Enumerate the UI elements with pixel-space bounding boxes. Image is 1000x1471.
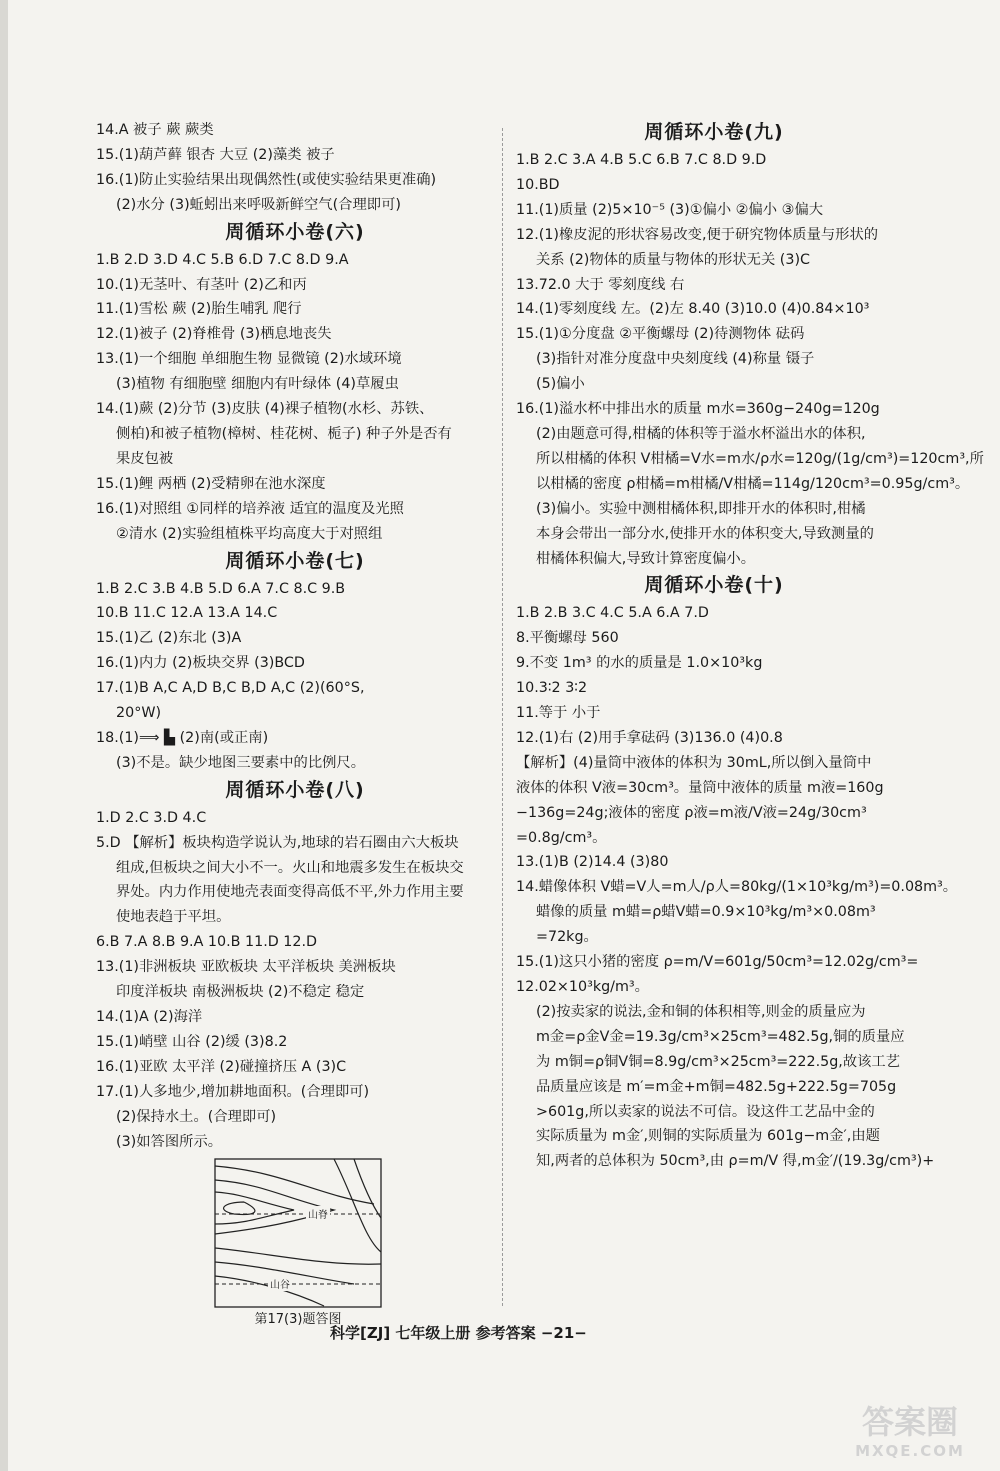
answer-line: 所以柑橘的体积 V柑橘=V水=m水/ρ水=120g/(1g/cm³)=120cm³,所 — [536, 450, 984, 467]
answer-line: 15.(1)乙 (2)东北 (3)A — [96, 630, 242, 647]
answer-line: 16.(1)亚欧 太平洋 (2)碰撞挤压 A (3)C — [96, 1058, 347, 1075]
answer-line: (3)指针对准分度盘中央刻度线 (4)称量 镊子 — [536, 351, 815, 368]
answer-line: 界处。内力作用使地壳表面变得高低不平,外力作用主要 — [116, 884, 464, 901]
answer-line: 15.(1)峭壁 山谷 (2)缓 (3)8.2 — [96, 1033, 288, 1050]
section-title: 周循环小卷(九) — [644, 121, 784, 143]
answer-line: 知,两者的总体积为 50cm³,由 ρ=m/V 得,m金′/(19.3g/cm³)+ — [536, 1153, 935, 1170]
answer-line: 1.D 2.C 3.D 4.C — [96, 809, 207, 826]
answer-line: 1.B 2.C 3.B 4.B 5.D 6.A 7.C 8.C 9.B — [96, 580, 346, 597]
answer-line: 16.(1)溢水杯中排出水的质量 m水=360g−240g=120g — [516, 401, 880, 418]
answer-line: 15.(1)①分度盘 ②平衡螺母 (2)待测物体 砝码 — [516, 326, 805, 343]
answer-line: 1.B 2.B 3.C 4.C 5.A 6.A 7.D — [516, 605, 709, 622]
answer-line: 12.(1)橡皮泥的形状容易改变,便于研究物体质量与形状的 — [516, 226, 879, 243]
answer-line: 13.(1)非洲板块 亚欧板块 太平洋板块 美洲板块 — [96, 959, 396, 976]
answer-line: 12.(1)被子 (2)脊椎骨 (3)栖息地丧失 — [96, 326, 332, 343]
contour-frame — [215, 1159, 381, 1307]
ridge-label: 山脊 — [306, 1206, 330, 1221]
answer-line: 15.(1)这只小猪的密度 ρ=m/V=601g/50cm³=12.02g/cm³= — [516, 954, 919, 971]
section-title: 周循环小卷(八) — [225, 778, 365, 801]
answer-line: 12.(1)右 (2)用手拿砝码 (3)136.0 (4)0.8 — [516, 729, 783, 746]
answer-line: =72kg。 — [536, 929, 598, 946]
answer-line: 17.(1)B A,C A,D B,C B,D A,C (2)(60°S, — [96, 680, 365, 697]
answer-line: 【解析】(4)量筒中液体的体积为 30mL,所以倒入量筒中 — [516, 754, 872, 771]
answer-line: (2)由题意可得,柑橘的体积等于溢水杯溢出水的体积, — [536, 425, 866, 442]
answer-line: 11.等于 小于 — [516, 705, 601, 722]
answer-line: 15.(1)鲤 两栖 (2)受精卵在池水深度 — [96, 475, 326, 492]
answer-line: 液体的体积 V液=30cm³。量筒中液体的质量 m液=160g — [516, 779, 884, 796]
answer-line: =0.8g/cm³。 — [516, 829, 607, 846]
answer-line: 11.(1)质量 (2)5×10⁻⁵ (3)①偏小 ②偏小 ③偏大 — [516, 201, 824, 218]
figure-caption: 第17(3)题答图 — [254, 1312, 342, 1328]
answer-line: 10.(1)无茎叶、有茎叶 (2)乙和丙 — [96, 276, 307, 293]
answer-line: −136g=24g;液体的密度 ρ液=m液/V液=24g/30cm³ — [516, 804, 867, 821]
answer-line: (3)植物 有细胞壁 细胞内有叶绿体 (4)草履虫 — [116, 376, 399, 393]
answer-line: m金=ρ金V金=19.3g/cm³×25cm³=482.5g,铜的质量应 — [536, 1028, 905, 1045]
answer-line: 14.(1)A (2)海洋 — [96, 1009, 203, 1025]
answer-line: 16.(1)对照组 ①同样的培养液 适宜的温度及光照 — [96, 500, 404, 517]
page-edge-shadow — [0, 0, 8, 1471]
answer-line: 为 m铜=ρ铜V铜=8.9g/cm³×25cm³=222.5g,故该工艺 — [536, 1053, 901, 1070]
answer-line: 品质量应该是 m′=m金+m铜=482.5g+222.5g=705g — [536, 1078, 897, 1095]
answer-line: 本身会带出一部分水,使排开水的体积变大,导致测量的 — [536, 525, 874, 542]
answer-line: (2)水分 (3)蚯蚓出来呼吸新鲜空气(合理即可) — [116, 196, 401, 213]
section-title: 周循环小卷(十) — [644, 574, 784, 597]
answer-line: 组成,但板块之间大小不一。火山和地震多发生在板块交 — [116, 859, 464, 876]
answer-line: 6.B 7.A 8.B 9.A 10.B 11.D 12.D — [96, 934, 318, 951]
answer-line: 柑橘体积偏大,导致计算密度偏小。 — [536, 550, 755, 567]
answer-line: 16.(1)防止实验结果出现偶然性(或使实验结果更准确) — [96, 171, 437, 188]
answer-line: 13.(1)B (2)14.4 (3)80 — [516, 854, 669, 871]
answer-line: (2)保持水土。(合理即可) — [116, 1108, 277, 1125]
answer-line: 20°W) — [116, 705, 162, 722]
answer-line: 14.A 被子 蕨 蕨类 — [96, 122, 214, 138]
answer-line: (5)偏小 — [536, 376, 585, 393]
answer-line: >601g,所以卖家的说法不可信。设这件工艺品中金的 — [536, 1103, 875, 1120]
answer-line: (3)如答图所示。 — [116, 1133, 223, 1150]
watermark-url: MXQE.COM — [855, 1442, 965, 1460]
valley-label: 山谷 — [268, 1276, 292, 1291]
section-title: 周循环小卷(七) — [225, 549, 365, 572]
answer-line: 使地表趋于平坦。 — [116, 909, 231, 926]
answer-line: 5.D 【解析】板块构造学说认为,地球的岩石圈由六大板块 — [96, 834, 459, 851]
right-column — [516, 118, 984, 1174]
page-footer: 科学[ZJ] 七年级上册 参考答案 −21− — [330, 1324, 587, 1342]
answer-line: 16.(1)内力 (2)板块交界 (3)BCD — [96, 655, 305, 672]
section-title: 周循环小卷(六) — [225, 220, 365, 243]
site-watermark — [826, 1402, 994, 1466]
answer-line: 10.BD — [516, 176, 560, 193]
answer-line: 1.B 2.D 3.D 4.C 5.B 6.D 7.C 8.D 9.A — [96, 251, 349, 268]
answer-line: 12.02×10³kg/m³。 — [516, 979, 649, 995]
contour-map — [214, 1158, 382, 1308]
answer-line: 以柑橘的密度 ρ柑橘=m柑橘/V柑橘=114g/120cm³=0.95g/cm³。 — [536, 475, 970, 492]
answer-line: 印度洋板块 南极洲板块 (2)不稳定 稳定 — [116, 984, 365, 1001]
answer-line: (2)按卖家的说法,金和铜的体积相等,则金的质量应为 — [536, 1003, 866, 1020]
answer-line: 14.(1)蕨 (2)分节 (3)皮肤 (4)裸子植物(水杉、苏铁、 — [96, 401, 434, 418]
answer-line: 14.蜡像体积 V蜡=V人=m人/ρ人=80kg/(1×10³kg/m³)=0.08m³。 — [516, 879, 958, 896]
column-divider — [502, 128, 503, 1306]
contour-figure — [214, 1158, 382, 1330]
answer-line: 8.平衡螺母 560 — [516, 630, 619, 647]
answer-line: 实际质量为 m金′,则铜的实际质量为 601g−m金′,由题 — [536, 1128, 880, 1145]
answer-line: 9.不变 1m³ 的水的质量是 1.0×10³kg — [516, 655, 763, 672]
answer-line: (3)不是。缺少地图三要素中的比例尺。 — [116, 754, 365, 771]
answer-line: 18.(1)⟹ ▙ (2)南(或正南) — [96, 729, 269, 746]
answer-line: 14.(1)零刻度线 左。(2)左 8.40 (3)10.0 (4)0.84×10³ — [516, 301, 870, 318]
answer-line: 果皮包被 — [116, 450, 174, 467]
answer-line: ②清水 (2)实验组植株平均高度大于对照组 — [116, 525, 383, 542]
answer-line: (3)偏小。实验中测柑橘体积,即排开水的体积时,柑橘 — [536, 500, 866, 517]
answer-line: 13.72.0 大于 零刻度线 右 — [516, 276, 685, 293]
answer-line: 1.B 2.C 3.A 4.B 5.C 6.B 7.C 8.D 9.D — [516, 152, 767, 168]
left-column — [96, 118, 494, 1330]
answer-line: 10.B 11.C 12.A 13.A 14.C — [96, 605, 278, 622]
answer-line: 13.(1)一个细胞 单细胞生物 显微镜 (2)水域环境 — [96, 351, 402, 368]
answer-line: 15.(1)葫芦藓 银杏 大豆 (2)藻类 被子 — [96, 146, 335, 163]
answer-line: 关系 (2)物体的质量与物体的形状无关 (3)C — [536, 251, 811, 268]
answer-line: 11.(1)雪松 蕨 (2)胎生哺乳 爬行 — [96, 301, 302, 318]
watermark-logo-text: 答案圈 — [861, 1403, 958, 1441]
answer-line: 17.(1)人多地少,增加耕地面积。(合理即可) — [96, 1083, 370, 1100]
answer-line: 10.3∶2 3∶2 — [516, 680, 588, 697]
answer-line: 侧柏)和被子植物(樟树、桂花树、栀子) 种子外是否有 — [116, 425, 452, 442]
answer-line: 蜡像的质量 m蜡=ρ蜡V蜡=0.9×10³kg/m³×0.08m³ — [536, 904, 876, 921]
